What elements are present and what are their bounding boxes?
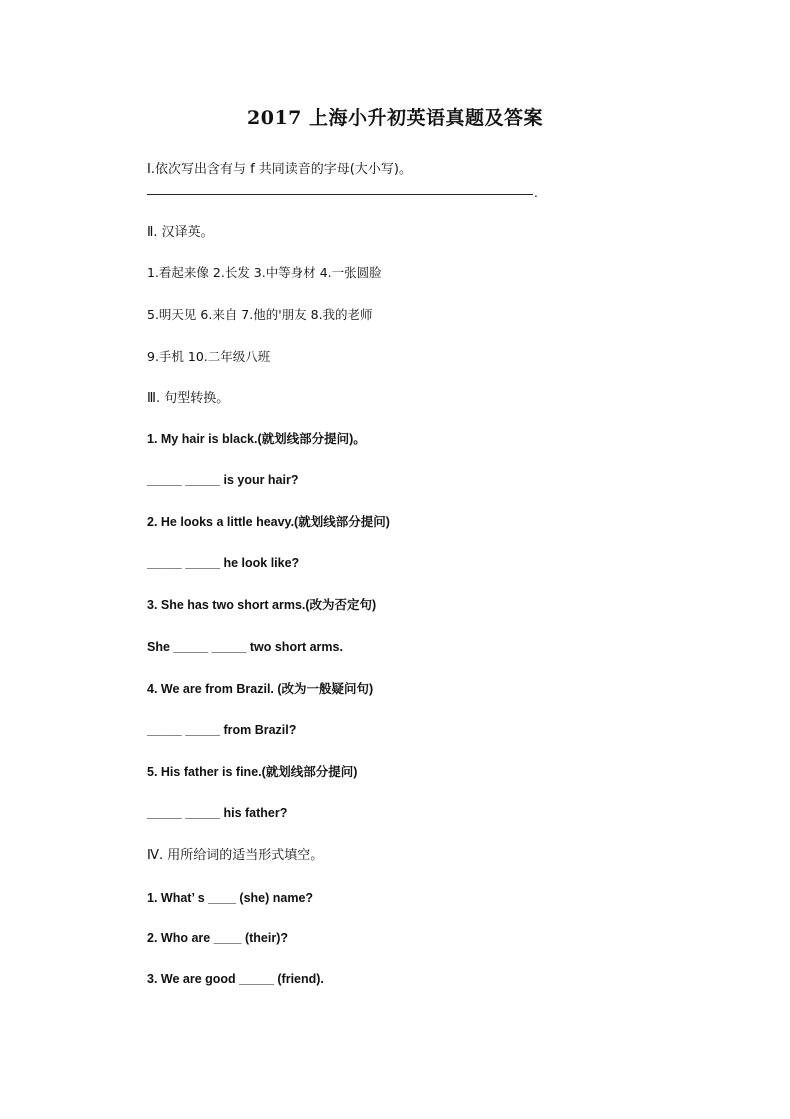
transform-answer-blank: _____ _____ he look like? — [147, 556, 300, 570]
section-1-heading: Ⅰ.依次写出含有与 f 共同读音的字母(大小写)。 — [147, 162, 412, 177]
fill-in-item: 2. Who are ____ (their)? — [147, 931, 289, 945]
transform-answer-blank: _____ _____ from Brazil? — [147, 723, 297, 737]
section-3-heading: Ⅲ. 句型转换。 — [147, 391, 230, 406]
section-4-heading: Ⅳ. 用所给词的适当形式填空。 — [147, 848, 324, 863]
transform-answer-blank: She _____ _____ two short arms. — [147, 640, 343, 654]
transform-question: 3. She has two short arms.(改为否定句) — [147, 598, 377, 612]
transform-question: 5. His father is fine.(就划线部分提问) — [147, 765, 358, 779]
document-title: 2017 上海小升初英语真题及答案 — [247, 107, 543, 129]
answer-line — [147, 194, 533, 195]
translation-item-row: 1.看起来像 2.长发 3.中等身材 4.一张圆脸 — [147, 265, 382, 280]
fill-in-item: 1. What’ s ____ (she) name? — [147, 891, 314, 905]
transform-question: 4. We are from Brazil. (改为一般疑问句) — [147, 682, 374, 696]
transform-question: 1. My hair is black.(就划线部分提问)。 — [147, 432, 366, 446]
transform-question: 2. He looks a little heavy.(就划线部分提问) — [147, 515, 390, 529]
section-2-heading: Ⅱ. 汉译英。 — [147, 225, 214, 240]
translation-item-row: 9.手机 10.二年级八班 — [147, 349, 271, 364]
transform-answer-blank: _____ _____ is your hair? — [147, 473, 299, 487]
transform-answer-blank: _____ _____ his father? — [147, 806, 288, 820]
answer-line-end: . — [534, 186, 538, 200]
translation-item-row: 5.明天见 6.来自 7.他的'朋友 8.我的老师 — [147, 307, 373, 322]
fill-in-item: 3. We are good _____ (friend). — [147, 972, 324, 986]
